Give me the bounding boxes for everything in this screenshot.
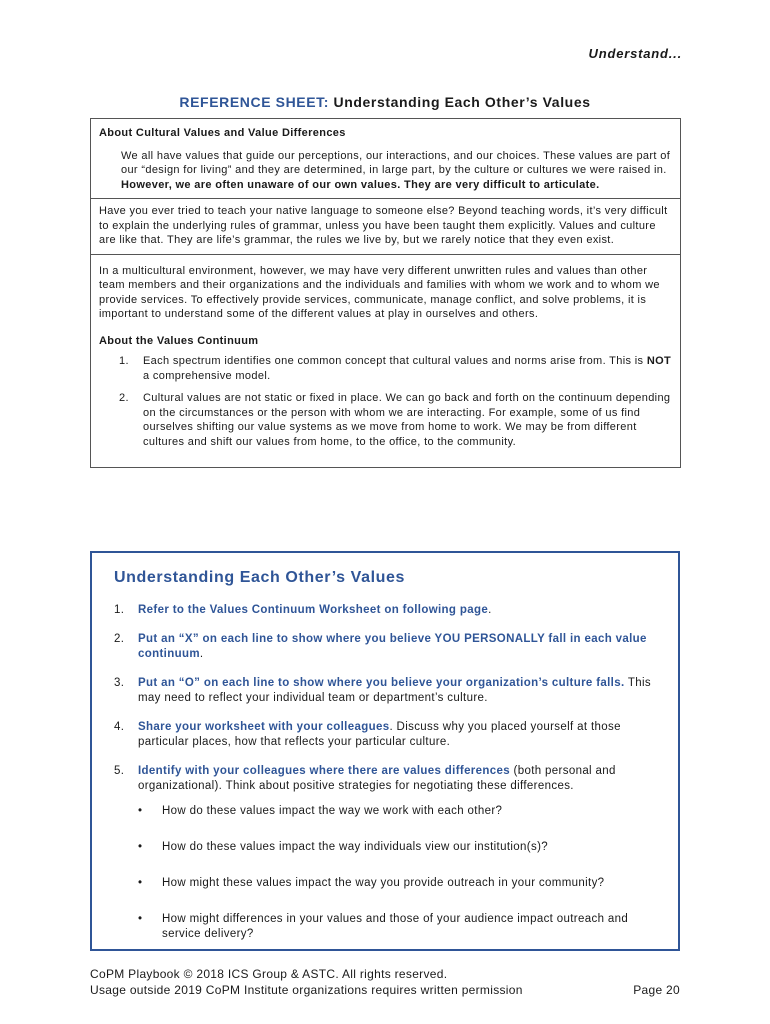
values-emphasis: However, we are often unaware of our own values. They are very difficult to articulate. [121, 178, 600, 191]
question-text: How might these values impact the way you provide outreach in your community? [162, 877, 605, 889]
question-item [138, 804, 664, 819]
step-instruction: Refer to the Values Continuum Worksheet on following page [138, 604, 489, 616]
reference-row-values [91, 119, 680, 198]
page-number: Page 20 [633, 983, 680, 997]
activity-steps [114, 603, 664, 963]
list-text: Each spectrum identifies one common concept that cultural values and norms arise from. This is [143, 355, 647, 367]
question-text: How might differences in your values and those of your audience impact outreach and service delivery? [162, 913, 629, 940]
list-number: 2. [119, 392, 129, 404]
reference-row-multicultural [91, 254, 680, 468]
reference-sheet-label: REFERENCE SHEET: [179, 94, 330, 110]
language-paragraph: Have you ever tried to teach your native language to someone else? Beyond teaching words, it’s very difficult to explain the underlying rules of grammar, unless you have been taught them explicitly. Values and culture are like that. They are life’s grammar, the rules we live by, but we rarely notice that they even exist. [99, 205, 668, 246]
running-head: Understand... [588, 46, 682, 61]
bullet-icon: • [138, 805, 143, 817]
step-item [114, 676, 664, 706]
usage-line: Usage outside 2019 CoPM Institute organizations requires written permission [90, 983, 523, 997]
step-detail: This may need to reflect your individual team or department’s culture. [138, 677, 651, 704]
activity-title: Understanding Each Other’s Values [114, 569, 405, 586]
activity-box [90, 551, 680, 951]
list-text-bold: NOT [646, 355, 672, 367]
step-number: 4. [114, 721, 125, 733]
step-item [114, 764, 664, 942]
multicultural-paragraph: In a multicultural environment, however, we may have very different unwritten rules and values than other team members and their organizations and the individuals and families with whom we work and to whom we provide services. To effectively provide services, communicate, manage conflict, and solve problems, it is important to understand some of the different values at play in ourselves and others. [99, 264, 660, 320]
reference-sheet-title [0, 94, 770, 110]
step-detail: . [199, 648, 204, 660]
copyright-line: CoPM Playbook © 2018 ICS Group & ASTC. All rights reserved. [90, 967, 448, 981]
step-instruction: Put an “X” on each line to show where you believe YOU PERSONALLY fall in each value continuum [138, 633, 647, 660]
question-list [138, 804, 664, 942]
question-text: How do these values impact the way individuals view our institution(s)? [162, 841, 548, 853]
bullet-icon: • [138, 841, 143, 853]
step-number: 2. [114, 633, 125, 645]
values-text: We all have values that guide our perceptions, our interactions, and our choices. These values are part of our “design for living” and they are determined, in large part, by the culture or cultures we were raised in. [121, 149, 671, 176]
question-item [138, 876, 664, 891]
step-detail: . Discuss why you placed yourself at those particular places, how that reflects your particular culture. [138, 721, 621, 748]
continuum-heading: About the Values Continuum [99, 334, 259, 347]
question-item [138, 912, 664, 942]
reference-row-language [91, 198, 680, 254]
reference-table [90, 118, 681, 468]
step-number: 5. [114, 765, 125, 777]
list-text-end: a comprehensive model. [143, 369, 271, 382]
list-text: Cultural values are not static or fixed in place. We can go back and forth on the continuum depending on the circumstances or the person with whom we are interacting. For example, some of us find ourselves shifting our value systems as we move from home to work. We may be from different cultures and shift our values from home, to the office, to the community. [143, 392, 671, 448]
step-item [114, 632, 664, 662]
bullet-icon: • [138, 877, 143, 889]
step-number: 1. [114, 604, 125, 616]
question-text: How do these values impact the way we work with each other? [162, 805, 503, 817]
step-number: 3. [114, 677, 125, 689]
list-item [99, 391, 672, 449]
list-number: 1. [119, 355, 129, 367]
page-footer [90, 966, 680, 998]
step-item [114, 603, 664, 618]
reference-sheet-heading: Understanding Each Other’s Values [333, 94, 591, 110]
values-paragraph [121, 149, 672, 193]
step-instruction: Put an “O” on each line to show where you believe your organization’s culture falls. [138, 677, 625, 689]
step-detail: (both personal and organizational). Think about positive strategies for negotiating these differences. [138, 765, 616, 792]
bullet-icon: • [138, 913, 143, 925]
step-detail: . [488, 604, 492, 616]
list-item [99, 354, 672, 383]
step-instruction: Identify with your colleagues where there are values differences [138, 765, 510, 777]
step-item [114, 720, 664, 750]
question-item [138, 840, 664, 855]
continuum-list [99, 354, 672, 449]
step-instruction: Share your worksheet with your colleagues [138, 721, 390, 733]
section-heading: About Cultural Values and Value Differences [99, 127, 346, 139]
